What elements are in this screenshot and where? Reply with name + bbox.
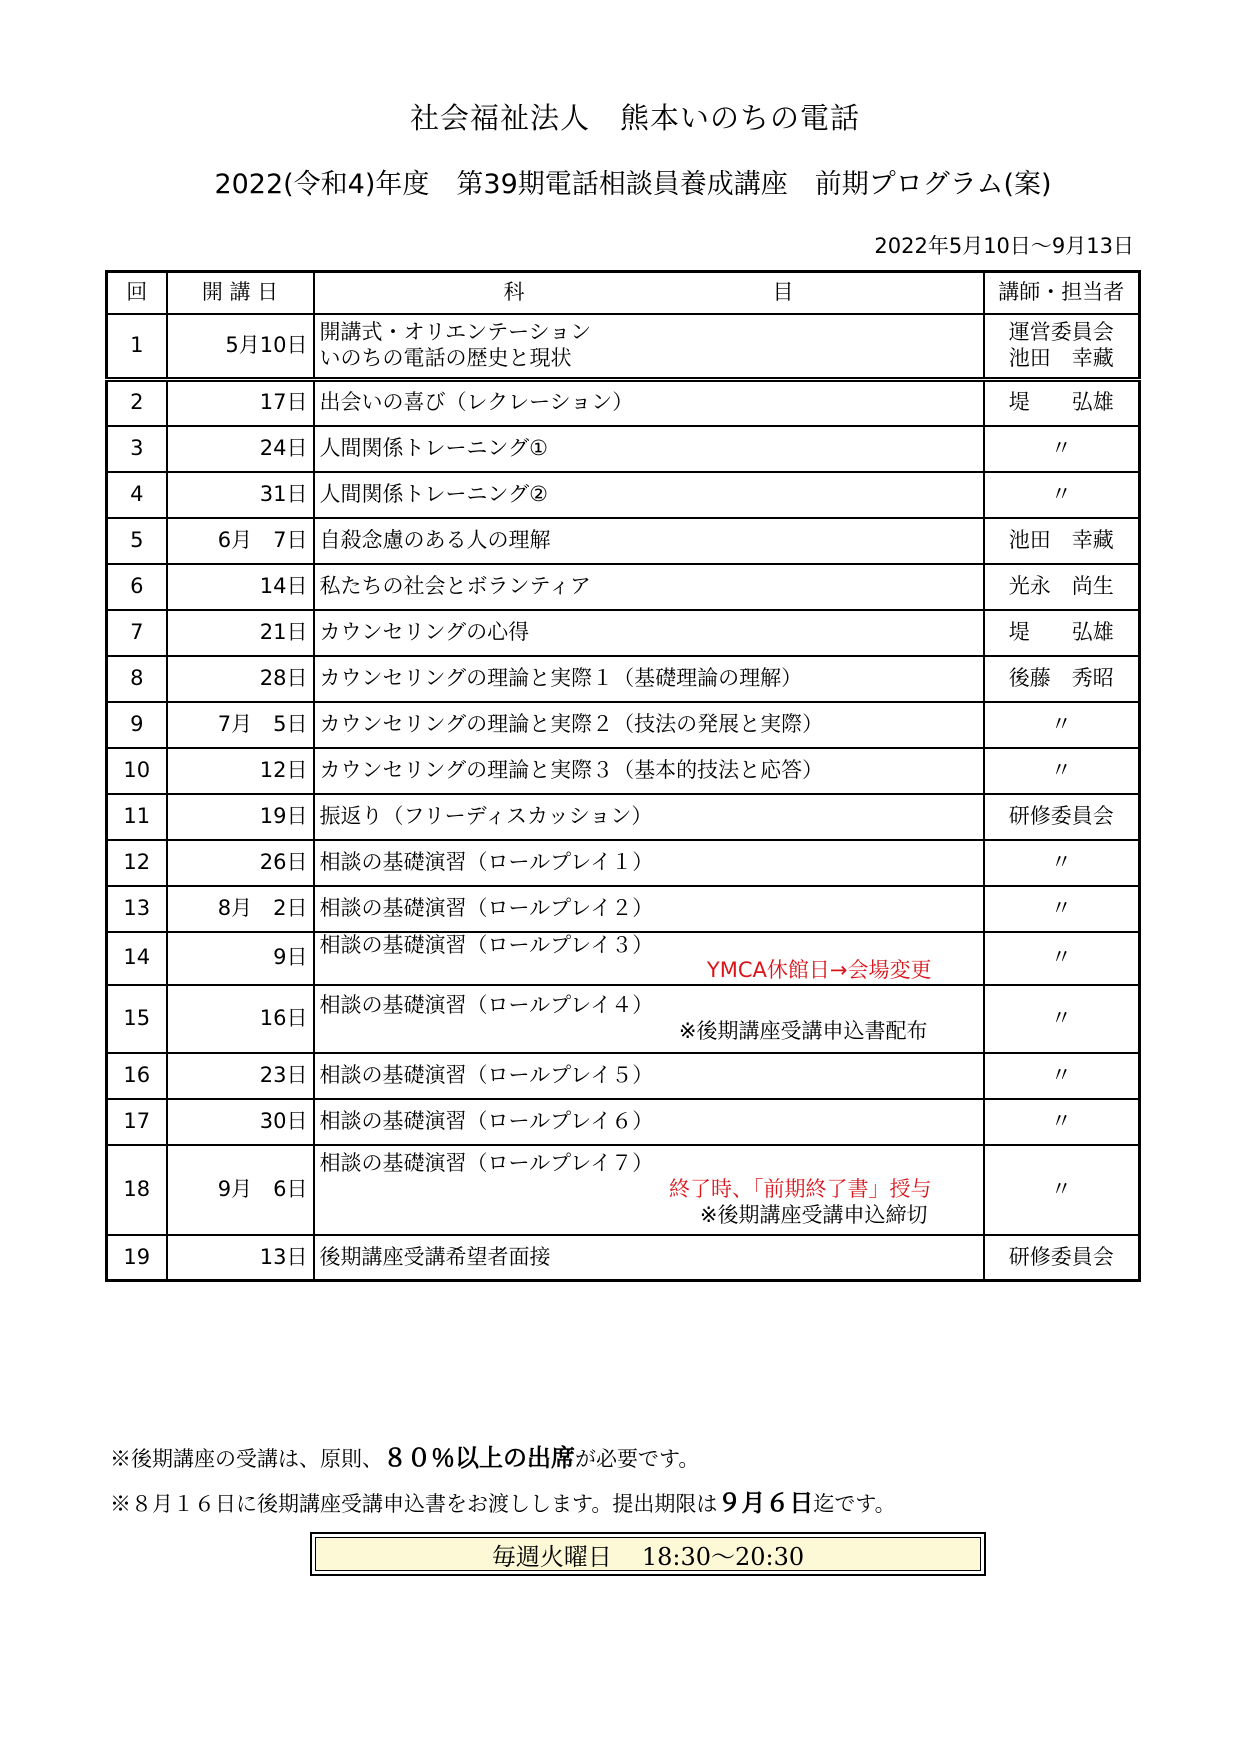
row-date: 7月 5日 — [167, 702, 314, 748]
row-date: 9月 6日 — [167, 1145, 314, 1235]
row-number: 4 — [107, 472, 167, 518]
subject-text: 自殺念慮のある人の理解 — [319, 527, 551, 552]
row-number: 1 — [107, 314, 167, 380]
row-instructor — [984, 314, 1140, 380]
row-instructor — [984, 610, 1140, 656]
subject-text-2: いのちの電話の歴史と現状 — [319, 345, 572, 370]
header-no: 回 — [107, 272, 167, 314]
subject-text: 後期講座受講希望者面接 — [319, 1244, 551, 1269]
subject-note-red: 終了時、「前期終了書」授与 — [669, 1176, 932, 1201]
row-subject — [314, 794, 984, 840]
table-header-row — [107, 272, 1140, 314]
instructor-text: 堤 弘雄 — [1008, 390, 1114, 415]
row-instructor — [984, 426, 1140, 472]
row-subject — [314, 886, 984, 932]
row-subject — [314, 472, 984, 518]
row-instructor — [984, 1235, 1140, 1281]
instructor-text: 〃 — [1050, 1176, 1072, 1201]
subject-text: 相談の基礎演習（ロールプレイ５） — [319, 1062, 654, 1087]
table-row — [107, 1145, 1140, 1235]
row-instructor — [984, 380, 1140, 426]
table-row — [107, 314, 1140, 380]
row-date: 24日 — [167, 426, 314, 472]
subject-text: 相談の基礎演習（ロールプレイ７） — [319, 1151, 654, 1176]
table-row — [107, 656, 1140, 702]
instructor-text: 〃 — [1050, 1108, 1072, 1133]
footnote-2a: ※８月１６日に後期講座受講申込書をお渡しします。提出期限は — [110, 1492, 718, 1516]
subject-text: 開講式・オリエンテーション — [319, 320, 592, 345]
subject-text: 私たちの社会とボランティア — [319, 573, 591, 598]
row-number: 8 — [107, 656, 167, 702]
row-number: 6 — [107, 564, 167, 610]
row-instructor — [984, 1145, 1140, 1235]
date-range: 2022年5月10日～9月13日 — [874, 234, 1134, 258]
row-subject — [314, 1053, 984, 1099]
subject-text: 相談の基礎演習（ロールプレイ６） — [319, 1108, 654, 1133]
instructor-text: 研修委員会 — [1008, 1244, 1114, 1269]
table-row — [107, 840, 1140, 886]
row-subject — [314, 1099, 984, 1145]
footnote-application — [110, 1481, 896, 1526]
instructor-text: 研修委員会 — [1008, 803, 1114, 828]
row-subject — [314, 656, 984, 702]
table-row — [107, 380, 1140, 426]
footnote-2b: 迄です。 — [813, 1492, 896, 1516]
row-date: 9日 — [167, 932, 314, 985]
row-subject — [314, 380, 984, 426]
row-subject — [314, 932, 984, 985]
subject-text: カウンセリングの理論と実際２（技法の発展と実際） — [319, 711, 824, 736]
row-number: 9 — [107, 702, 167, 748]
instructor-text: 〃 — [1050, 481, 1072, 506]
table-row — [107, 794, 1140, 840]
row-date: 21日 — [167, 610, 314, 656]
footnotes — [110, 1436, 896, 1526]
row-number: 14 — [107, 932, 167, 985]
schedule-day: 毎週火曜日 — [491, 1542, 612, 1571]
instructor-text: 〃 — [1050, 757, 1072, 782]
subject-text: 相談の基礎演習（ロールプレイ２） — [319, 895, 654, 920]
row-subject — [314, 985, 984, 1053]
header-date: 開 講 日 — [167, 272, 314, 314]
row-number: 19 — [107, 1235, 167, 1281]
instructor-text: 〃 — [1050, 1005, 1072, 1030]
table-row — [107, 748, 1140, 794]
table-row — [107, 886, 1140, 932]
table-row — [107, 610, 1140, 656]
row-subject — [314, 314, 984, 380]
row-number: 3 — [107, 426, 167, 472]
table-row — [107, 426, 1140, 472]
table-row — [107, 1099, 1140, 1145]
row-subject — [314, 1235, 984, 1281]
subject-text: 人間関係トレーニング② — [319, 481, 548, 506]
row-number: 7 — [107, 610, 167, 656]
row-date: 12日 — [167, 748, 314, 794]
instructor-text: 〃 — [1050, 711, 1072, 736]
footnote-2-strong: ９月６日 — [717, 1488, 814, 1517]
row-date: 16日 — [167, 985, 314, 1053]
row-instructor — [984, 794, 1140, 840]
header-instructor: 講師・担当者 — [984, 272, 1140, 314]
subject-text: 相談の基礎演習（ロールプレイ３） — [319, 932, 654, 957]
row-subject — [314, 748, 984, 794]
instructor-text: 〃 — [1050, 849, 1072, 874]
row-instructor — [984, 932, 1140, 985]
table-row — [107, 472, 1140, 518]
subject-note: ※後期講座受講申込書配布 — [678, 1018, 928, 1043]
table-row — [107, 518, 1140, 564]
table-row — [107, 564, 1140, 610]
row-subject — [314, 518, 984, 564]
row-date: 19日 — [167, 794, 314, 840]
table-row — [107, 702, 1140, 748]
subject-note: ※後期講座受講申込締切 — [699, 1202, 928, 1227]
row-subject — [314, 564, 984, 610]
row-date: 6月 7日 — [167, 518, 314, 564]
instructor-text: 光永 尚生 — [1008, 573, 1114, 598]
row-instructor — [984, 748, 1140, 794]
subject-text: カウンセリングの理論と実際３（基本的技法と応答） — [319, 757, 824, 782]
row-date: 17日 — [167, 380, 314, 426]
instructor-text: 池田 幸藏 — [1008, 527, 1114, 552]
row-number: 10 — [107, 748, 167, 794]
row-number: 16 — [107, 1053, 167, 1099]
row-instructor — [984, 1099, 1140, 1145]
row-number: 12 — [107, 840, 167, 886]
instructor-text: 〃 — [1050, 1062, 1072, 1087]
row-date: 5月10日 — [167, 314, 314, 380]
row-subject — [314, 1145, 984, 1235]
footnote-attendance — [110, 1436, 896, 1481]
subject-text: 出会いの喜び（レクレーション） — [319, 390, 634, 415]
instructor-text: 〃 — [1050, 895, 1072, 920]
subject-text: カウンセリングの理論と実際１（基礎理論の理解） — [319, 665, 803, 690]
row-date: 23日 — [167, 1053, 314, 1099]
row-subject — [314, 426, 984, 472]
table-row — [107, 932, 1140, 985]
row-subject — [314, 840, 984, 886]
row-instructor — [984, 702, 1140, 748]
row-instructor — [984, 1053, 1140, 1099]
subject-text: 相談の基礎演習（ロールプレイ４） — [319, 993, 654, 1018]
schedule-table — [105, 270, 1141, 1282]
row-instructor — [984, 472, 1140, 518]
row-instructor — [984, 656, 1140, 702]
row-date: 31日 — [167, 472, 314, 518]
table-row — [107, 985, 1140, 1053]
instructor-text: 〃 — [1050, 945, 1072, 970]
row-date: 8月 2日 — [167, 886, 314, 932]
row-instructor — [984, 985, 1140, 1053]
table-row — [107, 1053, 1140, 1099]
instructor-text: 運営委員会 — [1008, 320, 1114, 345]
row-instructor — [984, 564, 1140, 610]
subject-text: 振返り（フリーディスカッション） — [319, 803, 653, 828]
subject-text: 人間関係トレーニング① — [319, 435, 548, 460]
subject-note-red: YMCA休館日→会場変更 — [706, 958, 932, 983]
schedule-box — [310, 1532, 986, 1576]
header-subject — [314, 272, 984, 314]
row-instructor — [984, 518, 1140, 564]
program-title: 2022(令和4)年度 第39期電話相談員養成講座 前期プログラム(案) — [214, 169, 1052, 200]
row-number: 5 — [107, 518, 167, 564]
instructor-text-2: 池田 幸藏 — [1008, 345, 1114, 370]
header-subject-b: 目 — [772, 279, 794, 304]
row-number: 18 — [107, 1145, 167, 1235]
header-subject-a: 科 — [503, 279, 525, 304]
subject-text: 相談の基礎演習（ロールプレイ１） — [319, 849, 654, 874]
instructor-text: 〃 — [1050, 435, 1072, 460]
row-instructor — [984, 886, 1140, 932]
row-instructor — [984, 840, 1140, 886]
organization-title: 社会福祉法人 熊本いのちの電話 — [409, 101, 860, 135]
table-row — [107, 1235, 1140, 1281]
schedule-time: 18:30～20:30 — [641, 1542, 805, 1571]
row-number: 2 — [107, 380, 167, 426]
subject-text: カウンセリングの心得 — [319, 619, 530, 644]
row-date: 26日 — [167, 840, 314, 886]
footnote-1-strong: ８０％以上の出席 — [383, 1443, 575, 1472]
footnote-1a: ※後期講座の受講は、原則、 — [110, 1447, 383, 1471]
row-number: 15 — [107, 985, 167, 1053]
instructor-text: 後藤 秀昭 — [1008, 665, 1114, 690]
row-number: 13 — [107, 886, 167, 932]
row-subject — [314, 702, 984, 748]
instructor-text: 堤 弘雄 — [1008, 619, 1114, 644]
row-date: 14日 — [167, 564, 314, 610]
footnote-1b: が必要です。 — [575, 1447, 700, 1471]
row-date: 28日 — [167, 656, 314, 702]
row-number: 11 — [107, 794, 167, 840]
row-number: 17 — [107, 1099, 167, 1145]
row-date: 30日 — [167, 1099, 314, 1145]
row-date: 13日 — [167, 1235, 314, 1281]
row-subject — [314, 610, 984, 656]
